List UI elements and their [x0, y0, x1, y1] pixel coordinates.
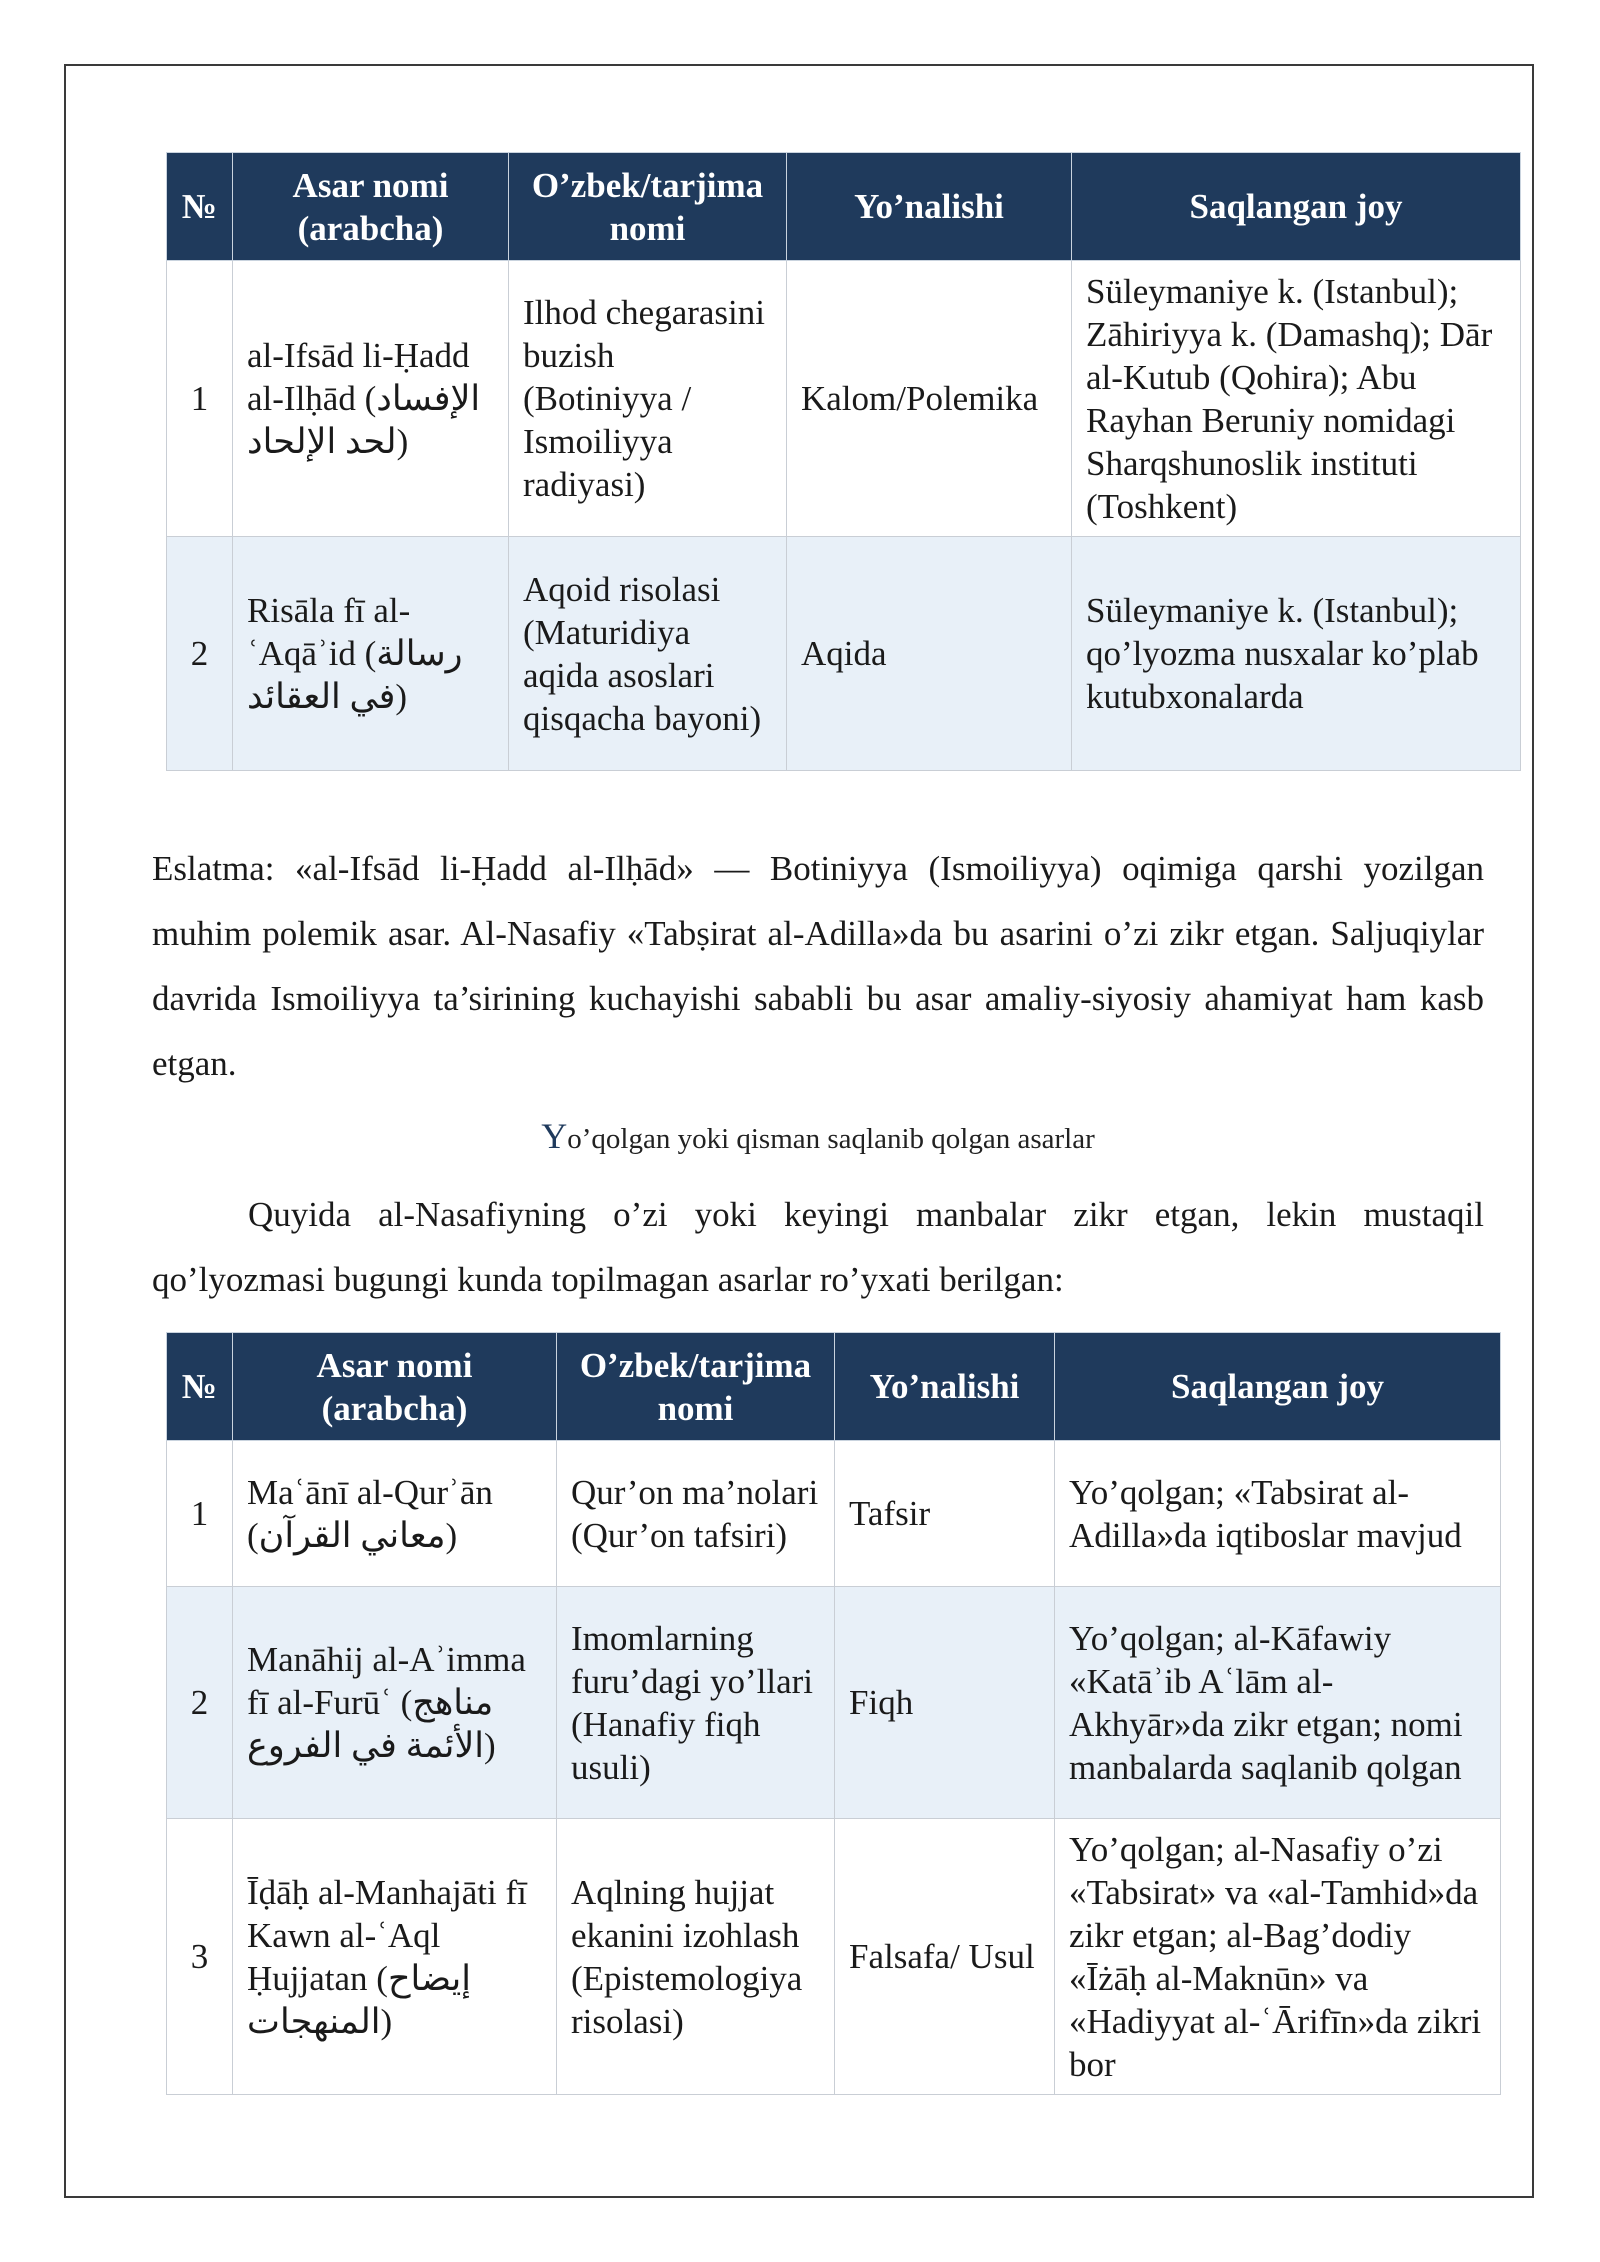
row-number: 2 — [167, 1587, 233, 1819]
work-name-cell — [233, 261, 509, 537]
work-direction: Kalom/Polemika — [787, 261, 1072, 537]
work-translation: Imomlarning furu’dagi yo’llari (Hanafiy fiqh usuli) — [557, 1587, 835, 1819]
work-translation: Qur’on ma’nolari (Qur’on tafsiri) — [557, 1441, 835, 1587]
header-location: Saqlangan joy — [1055, 1333, 1501, 1441]
works-table-1 — [166, 152, 1521, 771]
work-name: Īḍāḥ al-Manhajāti fī Kawn al-ʿAql Ḥujjatan ( — [247, 1872, 527, 1998]
work-name-end: ) — [380, 2001, 393, 2041]
header-number: № — [167, 1333, 233, 1441]
work-direction: Tafsir — [835, 1441, 1055, 1587]
row-number: 1 — [167, 261, 233, 537]
work-name: Maʿānī al-Qurʾān ( — [247, 1472, 493, 1555]
work-name-end: ) — [445, 1515, 458, 1555]
header-direction: Yo’nalishi — [787, 153, 1072, 261]
row-number: 1 — [167, 1441, 233, 1587]
row-number: 3 — [167, 1819, 233, 2095]
work-location: Süleymaniye k. (Istanbul); Zāhiriyya k. (Damashq); Dār al-Kutub (Qohira); Abu Rayhan Beruniy nomidagi Sharqshunoslik instituti (Toshkent) — [1072, 261, 1521, 537]
header-number: № — [167, 153, 233, 261]
work-name-arabic: الإفساد لحد الإلحاد — [247, 379, 481, 461]
table-header-row — [167, 153, 1521, 261]
work-direction: Aqida — [787, 537, 1072, 771]
work-name-cell — [233, 1819, 557, 2095]
work-location: Yo’qolgan; al-Nasafiy o’zi «Tabsirat» va «al-Tamhid»da zikr etgan; al-Bag’dodiy «Īżāḥ al-Maknūn» va «Hadiyyat al-ʿĀrifīn»da zikri bor — [1055, 1819, 1501, 2095]
work-name-cell — [233, 1587, 557, 1819]
work-name-arabic: مناهج الأئمة في الفروع — [247, 1683, 494, 1765]
work-name-end: ) — [395, 677, 408, 716]
work-name-cell — [233, 1441, 557, 1587]
section-heading-text: o’qolgan yoki qisman saqlanib qolgan asarlar — [567, 1123, 1095, 1155]
work-translation: Aqoid risolasi (Maturidiya aqida asoslari qisqacha bayoni) — [509, 537, 787, 771]
work-name-cell — [233, 537, 509, 771]
work-name-end: ) — [484, 1726, 496, 1765]
table-row — [167, 1441, 1501, 1587]
work-location: Yo’qolgan; al-Kāfawiy «Katāʾib Aʿlām al-Akhyār»da zikr etgan; nomi manbalarda saqlanib qolgan — [1055, 1587, 1501, 1819]
work-translation: Ilhod chegarasini buzish (Botiniyya / Ismoiliyya radiyasi) — [509, 261, 787, 537]
table-row — [167, 1819, 1501, 2095]
row-number: 2 — [167, 537, 233, 771]
work-name-arabic: معاني القرآن — [258, 1515, 446, 1555]
work-translation: Aqlning hujjat ekanini izohlash (Epistemologiya risolasi) — [557, 1819, 835, 2095]
works-table-2 — [166, 1332, 1501, 2095]
header-direction: Yo’nalishi — [835, 1333, 1055, 1441]
header-location: Saqlangan joy — [1072, 153, 1521, 261]
table-header-row — [167, 1333, 1501, 1441]
section-heading — [152, 1116, 1484, 1159]
header-arabic-name: Asar nomi (arabcha) — [233, 153, 509, 261]
table-row — [167, 261, 1521, 537]
work-direction: Fiqh — [835, 1587, 1055, 1819]
header-translation: O’zbek/tarjima nomi — [557, 1333, 835, 1441]
work-name-arabic: إيضاح المنهجات — [247, 1958, 472, 2041]
work-name: Risāla fī al-ʿAqāʾid ( — [247, 591, 411, 673]
work-name: Manāhij al-Aʾimma fī al-Furūʿ ( — [247, 1640, 526, 1722]
work-name: al-Ifsād li-Ḥadd al-Ilḥād ( — [247, 336, 470, 418]
intro-paragraph: Quyida al-Nasafiyning o’zi yoki keyingi manbalar zikr etgan, lekin mustaqil qo’lyozmasi bugungi kunda topilmagan asarlar ro’yxati berilgan: — [152, 1195, 1484, 1299]
work-direction: Falsafa/ Usul — [835, 1819, 1055, 2095]
header-translation: O’zbek/tarjima nomi — [509, 153, 787, 261]
work-location: Yo’qolgan; «Tabsirat al-Adilla»da iqtiboslar mavjud — [1055, 1441, 1501, 1587]
header-arabic-name: Asar nomi (arabcha) — [233, 1333, 557, 1441]
table-row — [167, 1587, 1501, 1819]
note-paragraph: Eslatma: «al-Ifsād li-Ḥadd al-Ilḥād» — Botiniyya (Ismoiliyya) oqimiga qarshi yozilgan muhim polemik asar. Al-Nasafiy «Tabṣirat al-Adilla»da bu asarini o’zi zikr etgan. Saljuqiylar davrida Ismoiliyya ta’sirining kuchayishi sababli bu asar amaliy-siyosiy ahamiyat ham kasb etgan. — [152, 849, 1484, 1083]
work-name-arabic: رسالة في العقائد — [247, 634, 463, 716]
section-heading-initial: Y — [541, 1116, 568, 1156]
work-location: Süleymaniye k. (Istanbul); qo’lyozma nusxalar ko’plab kutubxonalarda — [1072, 537, 1521, 771]
table-row — [167, 537, 1521, 771]
work-name-end: ) — [396, 422, 409, 461]
